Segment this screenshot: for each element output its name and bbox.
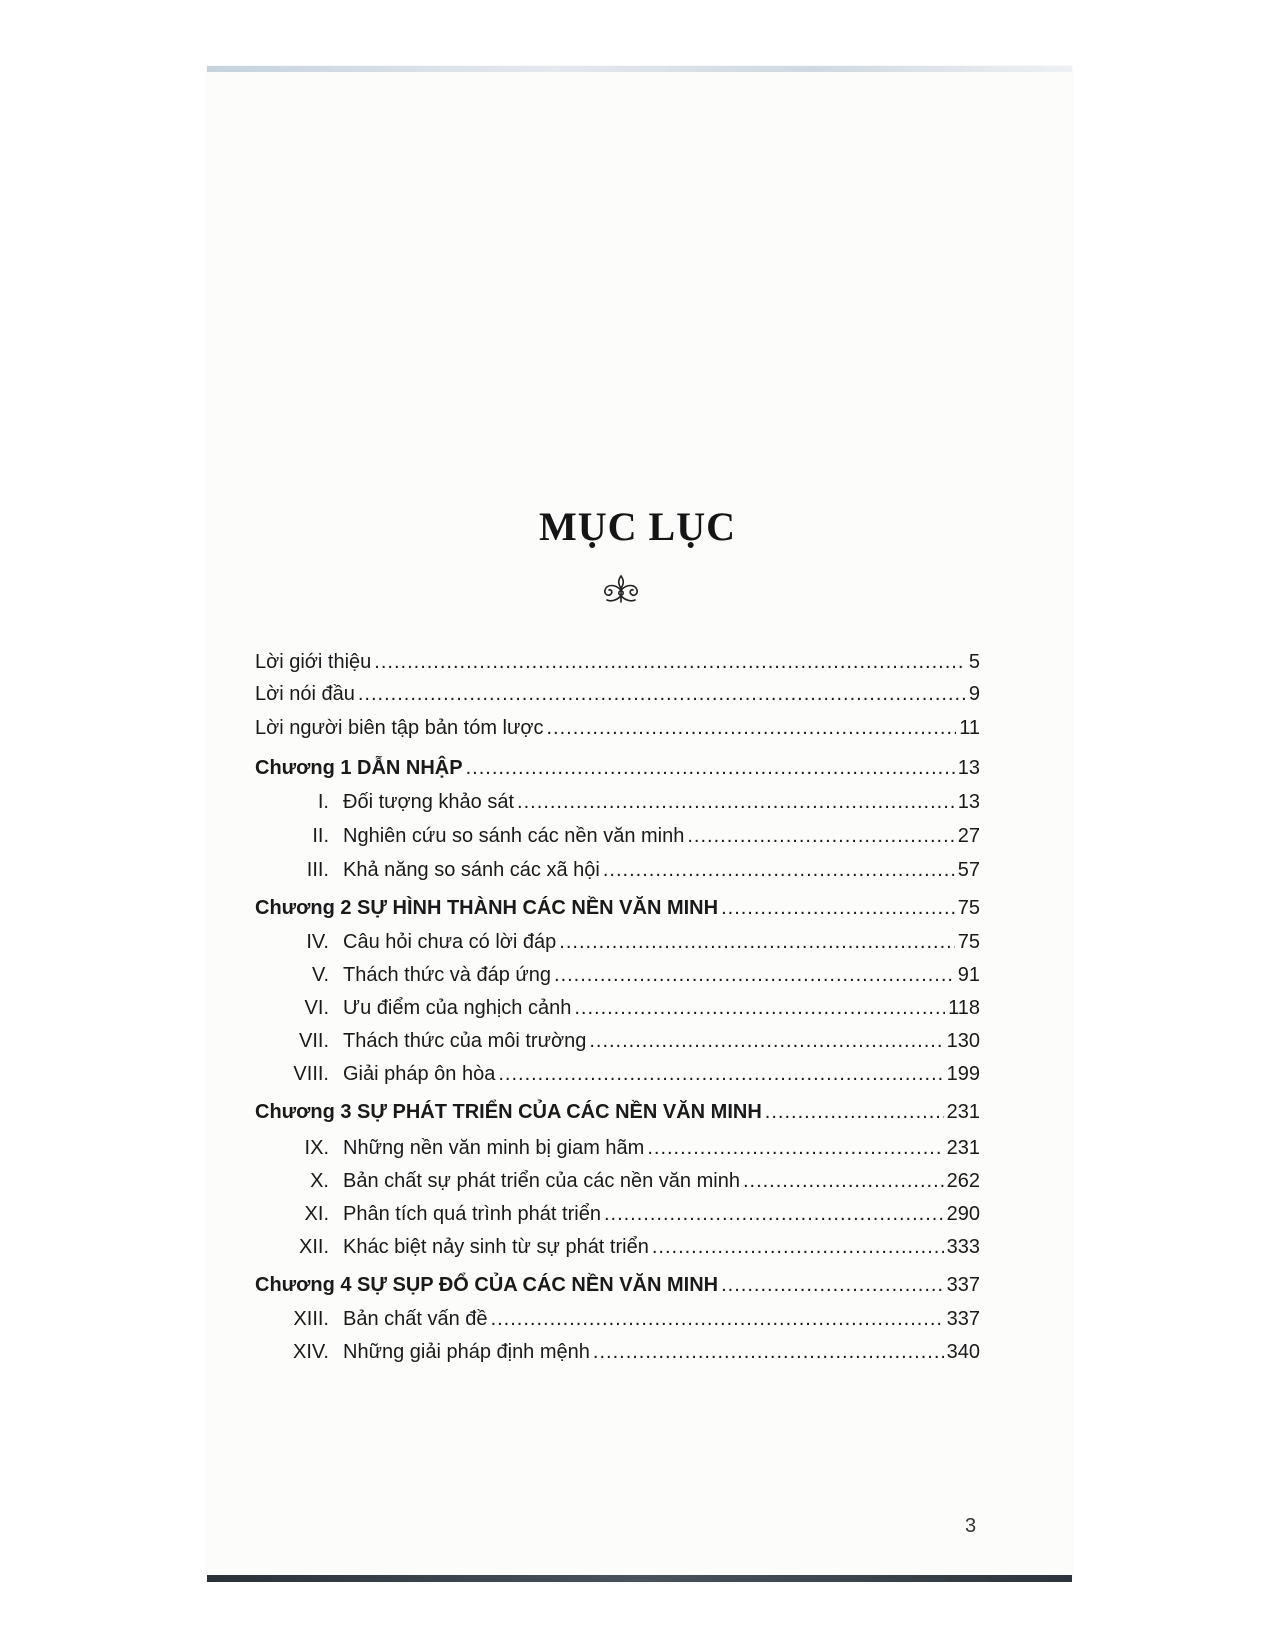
toc-dot-leader	[603, 856, 955, 884]
toc-front-entry[interactable]	[255, 680, 980, 708]
toc-entry-page: 118	[948, 997, 980, 1019]
toc-entry-page: 262	[946, 1170, 980, 1192]
toc-dot-leader	[647, 1134, 943, 1162]
toc-entry-number: II.	[312, 825, 329, 847]
toc-section-entry[interactable]	[255, 1338, 980, 1366]
toc-entry-label: Thách thức và đáp ứng	[343, 964, 552, 986]
toc-entry-label: Chương 2 SỰ HÌNH THÀNH CÁC NỀN VĂN MINH	[255, 897, 719, 919]
toc-entry-page: 13	[957, 791, 980, 813]
toc-entry-page: 333	[946, 1236, 980, 1258]
toc-entry-label: Ưu điểm của nghịch cảnh	[343, 997, 572, 1019]
toc-dot-leader	[589, 1027, 943, 1055]
page-title: MỤC LỤC	[539, 504, 736, 549]
toc-dot-leader	[358, 680, 966, 708]
toc-section-entry[interactable]	[255, 1305, 980, 1333]
toc-entry-label: Lời nói đầu	[255, 683, 355, 705]
toc-entry-label: Nghiên cứu so sánh các nền văn minh	[343, 825, 685, 847]
toc-section-entry[interactable]	[255, 928, 980, 956]
toc-entry-number: VII.	[298, 1030, 329, 1052]
toc-entry-label: Đối tượng khảo sát	[343, 791, 515, 813]
toc-section-entry[interactable]	[255, 1060, 980, 1088]
toc-entry-number: IX.	[304, 1137, 329, 1159]
toc-entry-page: 231	[946, 1101, 980, 1123]
toc-entry-label: Thách thức của môi trường	[343, 1030, 587, 1052]
toc-entry-number: X.	[310, 1170, 329, 1192]
toc-entry-label: Chương 1 DẪN NHẬP	[255, 757, 463, 779]
toc-entry-number: III.	[306, 859, 329, 881]
toc-dot-leader	[593, 1338, 944, 1366]
toc-entry-label: Bản chất vấn đề	[343, 1308, 488, 1330]
toc-section-entry[interactable]	[255, 994, 980, 1022]
page-number: 3	[965, 1515, 977, 1537]
toc-entry-label: Lời giới thiệu	[255, 651, 372, 673]
toc-chapter-entry[interactable]	[255, 894, 980, 922]
toc-entry-page: 91	[957, 964, 980, 986]
toc-entry-label: Những nền văn minh bị giam hãm	[343, 1137, 645, 1159]
toc-entry-page: 9	[968, 683, 980, 705]
toc-entry-number: XIII.	[293, 1308, 329, 1330]
toc-entry-page: 337	[946, 1274, 980, 1296]
toc-entry-label: Khác biệt nảy sinh từ sự phát triển	[343, 1236, 649, 1258]
toc-section-entry[interactable]	[255, 1167, 980, 1195]
toc-dot-leader	[765, 1098, 944, 1126]
toc-entry-label: Giải pháp ôn hòa	[343, 1063, 496, 1085]
toc-section-entry[interactable]	[255, 788, 980, 816]
toc-entry-number: XIV.	[293, 1341, 329, 1363]
toc-entry-page: 130	[946, 1030, 980, 1052]
toc-entry-page: 290	[946, 1203, 980, 1225]
toc-entry-label: Phân tích quá trình phát triển	[343, 1203, 601, 1225]
toc-section-entry[interactable]	[255, 1134, 980, 1162]
toc-dot-leader	[491, 1305, 944, 1333]
toc-entry-label: Bản chất sự phát triển của các nền văn minh	[343, 1170, 740, 1192]
toc-entry-page: 75	[957, 897, 980, 919]
toc-entry-page: 57	[957, 859, 980, 881]
toc-entry-page: 27	[957, 825, 980, 847]
toc-entry-label: Khả năng so sánh các xã hội	[343, 859, 600, 881]
toc-entry-page: 5	[968, 651, 980, 673]
toc-entry-number: V.	[311, 964, 329, 986]
toc-section-entry[interactable]	[255, 1200, 980, 1228]
toc-dot-leader	[652, 1233, 944, 1261]
toc-entry-page: 340	[946, 1341, 980, 1363]
toc-entry-number: VI.	[304, 997, 329, 1019]
toc-dot-leader	[559, 928, 954, 956]
toc-dot-leader	[721, 1271, 944, 1299]
toc-dot-leader	[574, 994, 945, 1022]
toc-dot-leader	[374, 648, 966, 676]
page-top-edge	[207, 66, 1072, 72]
toc-chapter-entry[interactable]	[255, 754, 980, 782]
toc-dot-leader	[517, 788, 955, 816]
toc-entry-number: IV.	[306, 931, 329, 953]
toc-chapter-entry[interactable]	[255, 1271, 980, 1299]
toc-section-entry[interactable]	[255, 961, 980, 989]
toc-entry-label: Lời người biên tập bản tóm lược	[255, 717, 544, 739]
toc-dot-leader	[554, 961, 955, 989]
toc-entry-page: 11	[959, 717, 980, 739]
toc-entry-number: XII.	[298, 1236, 329, 1258]
toc-dot-leader	[547, 714, 957, 742]
toc-dot-leader	[743, 1167, 944, 1195]
toc-entry-label: Chương 4 SỰ SỤP ĐỔ CỦA CÁC NỀN VĂN MINH	[255, 1274, 719, 1296]
toc-entry-page: 13	[957, 757, 980, 779]
toc-section-entry[interactable]	[255, 822, 980, 850]
toc-dot-leader	[604, 1200, 944, 1228]
toc-front-entry[interactable]	[255, 648, 980, 676]
toc-dot-leader	[466, 754, 955, 782]
toc-entry-number: XI.	[304, 1203, 329, 1225]
page-bottom-edge	[207, 1575, 1072, 1582]
toc-entry-number: VIII.	[293, 1063, 329, 1085]
toc-dot-leader	[687, 822, 954, 850]
toc-dot-leader	[498, 1060, 943, 1088]
toc-entry-page: 231	[946, 1137, 980, 1159]
toc-front-entry[interactable]	[255, 714, 980, 742]
toc-entry-label: Câu hỏi chưa có lời đáp	[343, 931, 557, 953]
floral-ornament-icon	[599, 572, 643, 606]
toc-chapter-entry[interactable]	[255, 1098, 980, 1126]
toc-entry-label: Những giải pháp định mệnh	[343, 1341, 590, 1363]
toc-entry-page: 75	[957, 931, 980, 953]
toc-entry-page: 337	[946, 1308, 980, 1330]
toc-section-entry[interactable]	[255, 1233, 980, 1261]
toc-section-entry[interactable]	[255, 856, 980, 884]
toc-dot-leader	[721, 894, 955, 922]
toc-section-entry[interactable]	[255, 1027, 980, 1055]
toc-entry-number: I.	[317, 791, 329, 813]
toc-entry-label: Chương 3 SỰ PHÁT TRIỂN CỦA CÁC NỀN VĂN MINH	[255, 1101, 762, 1123]
toc-entry-page: 199	[946, 1063, 980, 1085]
